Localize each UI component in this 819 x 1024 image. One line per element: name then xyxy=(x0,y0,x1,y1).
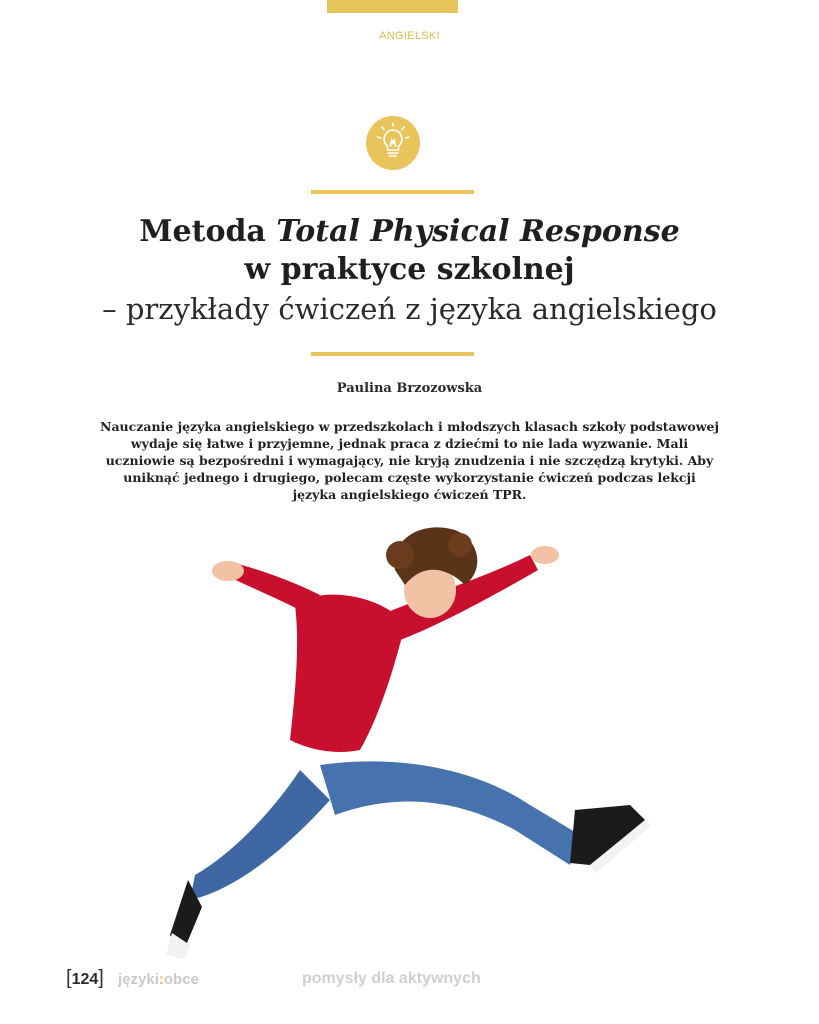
lead-paragraph: Nauczanie języka angielskiego w przedszkolach i młodszych klasach szkoły podstawowej wydaje się łatwe i przyjemne, jednak praca z dziećmi to nie lada wyzwanie. Mali uczniowie są bezpośredni i wymagający, nie kryją znudzenia i nie szczędzą krytyki. Aby uniknąć jednego i drugiego, polecam częste wykorzystanie ćwiczeń podczas lekcji języka angielskiego ćwiczeń TPR. xyxy=(100,419,719,502)
page-footer xyxy=(66,967,766,993)
title-divider-top xyxy=(311,190,474,194)
page-number: [124] xyxy=(66,967,104,989)
article-title xyxy=(0,213,819,329)
magazine-name: języki:obce xyxy=(118,971,199,988)
title-line-1: Metoda Total Physical Response xyxy=(139,214,680,249)
title-line-2: w praktyce szkolnej xyxy=(244,252,575,287)
section-label: ANGIELSKI xyxy=(379,30,440,42)
title-italic: Total Physical Response xyxy=(276,214,680,249)
title-divider-bottom xyxy=(311,352,474,356)
series-name: pomysły dla aktywnych xyxy=(302,970,481,987)
top-accent-tab xyxy=(327,0,458,13)
jumping-boy-photo xyxy=(150,515,670,965)
author-name: Paulina Brzozowska xyxy=(336,381,483,396)
lightbulb-icon xyxy=(366,116,420,170)
title-subtitle: – przykłady ćwiczeń z języka angielskiego xyxy=(102,292,717,326)
